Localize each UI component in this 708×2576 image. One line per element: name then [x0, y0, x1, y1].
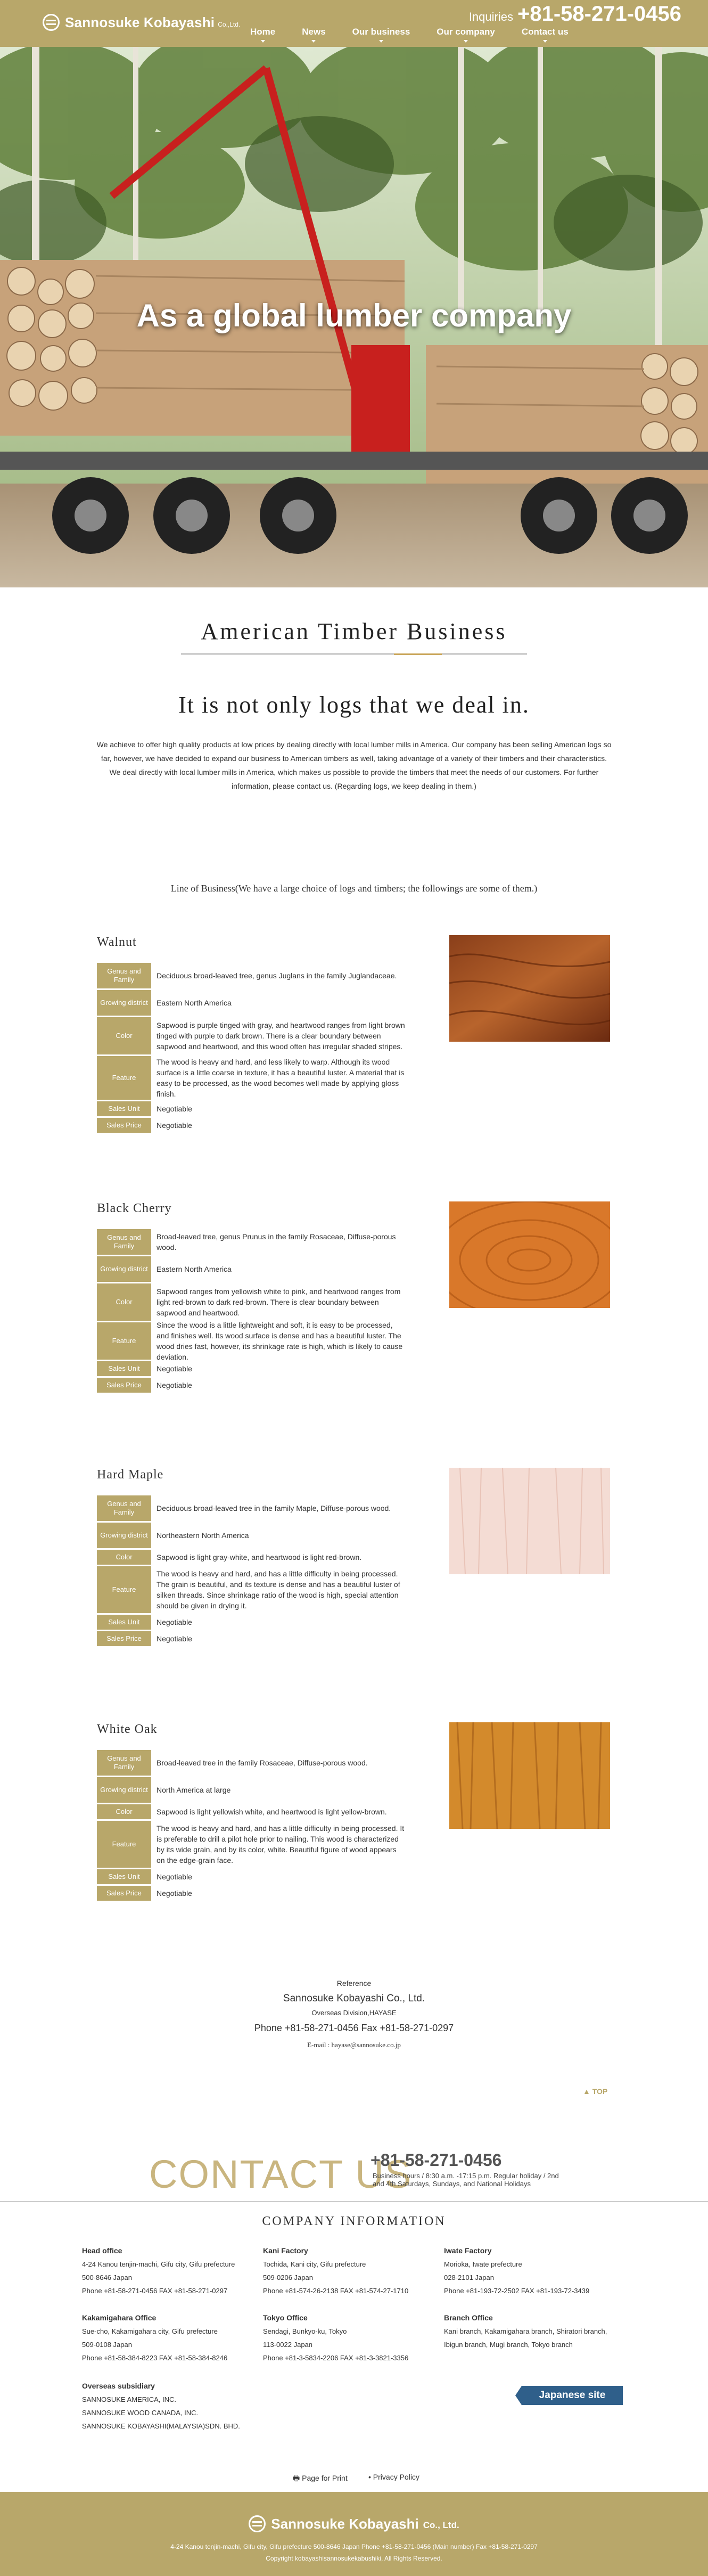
table-row: Feature The wood is heavy and hard, and has a little difficulty in being processed. The grain is beautiful, and its texture is dense and has a beautiful luster of silken threads. Since shrinkage ratio of the wood is high, special attention should be given in drying it.: [97, 1566, 411, 1613]
table-row: Genus and Family Broad-leaved tree in the family Rosaceae, Diffuse-porous wood.: [97, 1750, 411, 1776]
title-divider: [181, 653, 527, 655]
wood-spec-table: [97, 1750, 411, 1902]
nav-home[interactable]: Home: [250, 27, 275, 43]
wood-name: Walnut: [97, 935, 137, 949]
title-divider-accent: [394, 653, 442, 655]
footer-logo[interactable]: [0, 2515, 708, 2532]
table-row: Genus and Family Deciduous broad-leaved tree in the family Maple, Diffuse-porous wood.: [97, 1495, 411, 1521]
intro-text: We achieve to offer high quality products at low prices by dealing directly with local lumber mills in America. Our company has been selling American logs so far, however, we have decided to expand our business to American timbers as well, taking advantage of a variety of their timbers and their characteristics. We deal directly with local lumber mills in America, which makes us possible to provide the timbers that meet the needs of our customers. For further information, please contact us. (Regarding logs, we keep dealing in them.): [96, 740, 612, 790]
table-row: Color Sapwood is light yellowish white, and heartwood is light yellow-brown.: [97, 1804, 411, 1819]
page-title: American Timber Business: [201, 618, 507, 644]
table-row: Genus and Family Deciduous broad-leaved tree, genus Juglans in the family Juglandaceae.: [97, 963, 411, 988]
table-row: Growing district North America at large: [97, 1777, 411, 1803]
table-row: Sales Price Negotiable: [97, 1886, 411, 1901]
main-nav: [250, 27, 595, 43]
footer-logo-text: Sannosuke Kobayashi: [271, 2515, 419, 2532]
white-oak-sample-image: [449, 1722, 610, 1829]
privacy-policy-link[interactable]: • Privacy Policy: [368, 2473, 419, 2481]
footer-copyright: Copyright kobayashisannosukekabushiki, All Rights Reserved.: [266, 2555, 442, 2562]
inquiries-label: Inquiries: [468, 10, 513, 23]
table-row: Feature The wood is heavy and hard, and has a little difficulty in being processed. It is preferable to drill a pilot hole prior to nailing. This wood is characterized by its wide grain, and by its color, white. Beautiful figure of wood appears on the edge-grain face.: [97, 1821, 411, 1868]
header-inquiries: [469, 2, 681, 26]
office-tokyo: Tokyo Office Sendagi, Bunkyo-ku, Tokyo 113-0022 Japan Phone +81-3-5834-2206 FAX +81-3-3821-3356: [263, 2313, 409, 2362]
wood-name: Black Cherry: [97, 1201, 172, 1215]
office-head: Head office 4-24 Kanou tenjin-machi, Gifu city, Gifu prefecture 500-8646 Japan Phone +81-58-271-0456 FAX +81-58-271-0297: [82, 2246, 235, 2295]
table-row: Sales Unit Negotiable: [97, 1101, 411, 1116]
wood-black-cherry: [97, 1201, 613, 1414]
logo[interactable]: [43, 14, 240, 31]
table-row: Sales Unit Negotiable: [97, 1615, 411, 1630]
wood-name: Hard Maple: [97, 1468, 164, 1482]
office-kakamigahara: Kakamigahara Office Sue-cho, Kakamigahara city, Gifu prefecture 509-0108 Japan Phone +81-58-384-8223 FAX +81-58-384-8246: [82, 2313, 228, 2362]
reference-phones: Phone +81-58-271-0456 Fax +81-58-271-0297: [254, 2023, 454, 2033]
wood-hard-maple: [97, 1468, 613, 1681]
table-row: Color Sapwood is light gray-white, and heartwood is light red-brown.: [97, 1550, 411, 1565]
footer-address: 4-24 Kanou tenjin-machi, Gifu city, Gifu prefecture 500-8646 Japan Phone +81-58-271-0456 (Main number) Fax +81-58-271-0297: [170, 2543, 538, 2550]
wood-spec-table: [97, 1495, 411, 1648]
nav-contact-us[interactable]: Contact us: [522, 27, 569, 43]
logo-mark-icon: [249, 2515, 266, 2532]
table-row: Sales Unit Negotiable: [97, 1361, 411, 1376]
logo-sub: Co.,Ltd.: [218, 21, 241, 28]
table-row: Sales Price Negotiable: [97, 1118, 411, 1133]
walnut-sample-image: [449, 935, 610, 1042]
site-footer: [0, 2492, 708, 2576]
contact-hours: Business hours / 8:30 a.m. -17:15 p.m. Regular holiday / 2nd and 4th Saturdays, Sundays, and National Holidays: [373, 2172, 559, 2188]
reference-company: Sannosuke Kobayashi Co., Ltd.: [283, 1993, 425, 2004]
table-row: Growing district Eastern North America: [97, 1256, 411, 1282]
table-row: Growing district Eastern North America: [97, 990, 411, 1016]
nav-our-company[interactable]: Our company: [437, 27, 495, 43]
wood-walnut: [97, 935, 613, 1148]
footer-logo-sub: Co., Ltd.: [423, 2520, 459, 2530]
back-to-top-link[interactable]: ▲ TOP: [583, 2087, 608, 2096]
wood-spec-table: [97, 1229, 411, 1394]
reference-division: Overseas Division,HAYASE: [311, 2009, 397, 2017]
table-row: Feature The wood is heavy and hard, and less likely to warp. Although its wood surface is a little coarse in texture, it has a beautiful luster. A material that is easy to be processed, as the wood becomes well made by applying gloss finish.: [97, 1056, 411, 1100]
line-of-business: Line of Business(We have a large choice of logs and timbers; the followings are some of them.): [170, 883, 538, 894]
table-row: Sales Price Negotiable: [97, 1378, 411, 1393]
table-row: Genus and Family Broad-leaved tree, genus Prunus in the family Rosaceae, Diffuse-porous wood.: [97, 1229, 411, 1255]
table-row: Color Sapwood ranges from yellowish white to pink, and heartwood ranges from light red-brown to dark red-brown. There is clear boundary between sapwood and heartwood.: [97, 1283, 411, 1321]
site-header: [0, 0, 708, 47]
japanese-site-button[interactable]: Japanese site: [522, 2386, 623, 2405]
table-row: Growing district Northeastern North America: [97, 1523, 411, 1548]
table-row: Color Sapwood is purple tinged with gray, and heartwood ranges from light brown tinged with purple to dark brown. There is a clear boundary between sapwood and heartwood, and this wood often has irregular shaded stripes.: [97, 1017, 411, 1054]
table-row: Sales Price Negotiable: [97, 1631, 411, 1646]
contact-phone[interactable]: +81-58-271-0456: [371, 2150, 502, 2170]
divider: [0, 2201, 708, 2202]
wood-white-oak: [97, 1722, 613, 1935]
wood-spec-table: [97, 963, 411, 1134]
nav-our-business[interactable]: Our business: [352, 27, 410, 43]
hard-maple-sample-image: [449, 1468, 610, 1574]
hero-image: [0, 47, 708, 587]
reference-label: Reference: [336, 1979, 372, 1988]
logo-text: Sannosuke Kobayashi: [65, 14, 215, 30]
black-cherry-sample-image: [449, 1201, 610, 1308]
contact-us-heading[interactable]: CONTACT US: [149, 2152, 413, 2196]
lead-heading: It is not only logs that we deal in.: [178, 692, 530, 718]
table-row: Sales Unit Negotiable: [97, 1869, 411, 1884]
inquiries-phone[interactable]: +81-58-271-0456: [517, 2, 681, 26]
reference-email[interactable]: E-mail : hayase@sannosuke.co.jp: [307, 2041, 401, 2049]
office-overseas: Overseas subsidiary SANNOSUKE AMERICA, INC. SANNOSUKE WOOD CANADA, INC. SANNOSUKE KOBAYASHI(MALAYSIA)SDN. BHD.: [82, 2382, 240, 2430]
hero-caption: As a global lumber company: [136, 298, 572, 333]
wood-name: White Oak: [97, 1722, 158, 1736]
company-info-title: COMPANY INFORMATION: [262, 2214, 446, 2228]
nav-news[interactable]: News: [302, 27, 325, 43]
office-kani-factory: Kani Factory Tochida, Kani city, Gifu prefecture 509-0206 Japan Phone +81-574-26-2138 FAX +81-574-27-1710: [263, 2246, 409, 2295]
office-iwate-factory: Iwate Factory Morioka, Iwate prefecture 028-2101 Japan Phone +81-193-72-2502 FAX +81-193-72-3439: [444, 2246, 590, 2295]
table-row: Feature Since the wood is a little lightweight and soft, it is easy to be processed, and finishes well. Its wood surface is dense and has a beautiful luster. The wood dries fast, however, its shrinkage rate is high, which is likely to cause deviation.: [97, 1322, 411, 1360]
logo-mark-icon: [43, 14, 60, 31]
office-branch: Branch Office Kani branch, Kakamigahara branch, Shiratori branch, Ibigun branch, Mugi branch, Tokyo branch: [444, 2313, 607, 2349]
print-page-link[interactable]: 🖶 Page for Print: [293, 2474, 348, 2482]
